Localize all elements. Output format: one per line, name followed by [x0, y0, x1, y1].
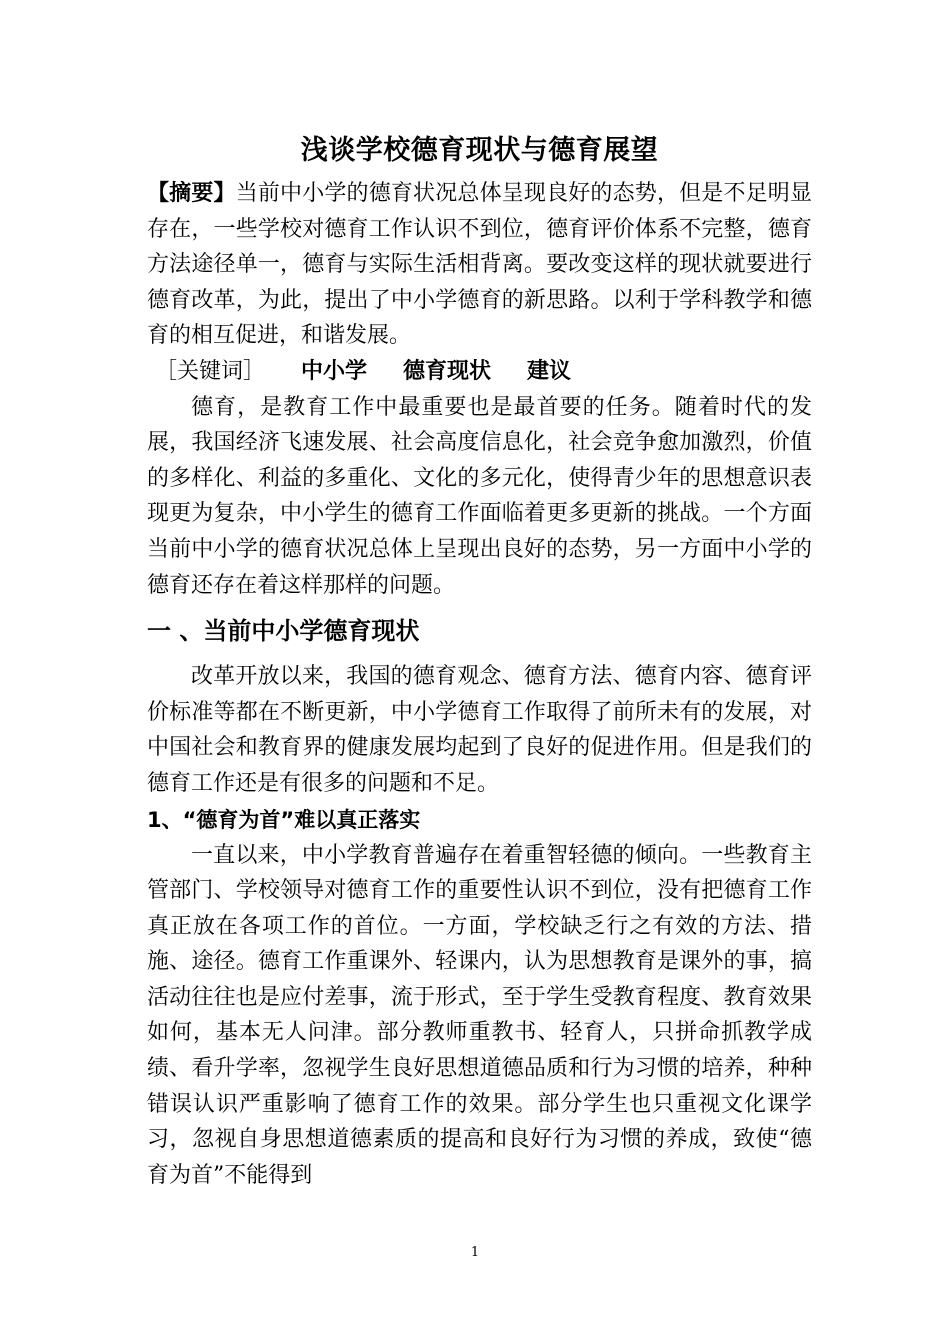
- page-number: 1: [470, 1245, 480, 1260]
- section-heading: 一 、当前中小学德育现状: [147, 617, 420, 646]
- abstract-label: 【摘要】: [147, 181, 236, 206]
- keyword-item: 建议: [527, 358, 572, 384]
- abstract-paragraph: [147, 176, 812, 354]
- abstract-text: 当前中小学的德育状况总体呈现良好的态势，但是不足明显存在，一些学校对德育工作认识不到位，德育评价体系不完整，德育方法途径单一，德育与实际生活相背离。要改变这样的现状就要进行德育改革，为此，提出了中小学德育的新思路。以利于学科教学和德育的相互促进，和谐发展。: [147, 181, 812, 349]
- subsection-heading: 1、“德育为首”难以真正落实: [147, 807, 421, 832]
- subsection-paragraph: 一直以来，中小学教育普遍存在着重智轻德的倾向。一些教育主管部门、学校领导对德育工作的重要性认识不到位，没有把德育工作真正放在各项工作的首位。一方面，学校缺乏行之有效的方法、措施、途径。德育工作重课外、轻课内，认为思想教育是课外的事，搞活动往往也是应付差事，流于形式，至于学生受教育程度、教育效果如何，基本无人问津。部分教师重教书、轻育人，只拼命抓教学成绩、看升学率，忽视学生良好思想道德品质和行为习惯的培养，种种错误认识严重影响了德育工作的效果。部分学生也只重视文化课学习，忽视自身思想道德素质的提高和良好行为习惯的养成，致使“德育为首”不能得到: [147, 842, 812, 1188]
- section-paragraph: 改革开放以来，我国的德育观念、德育方法、德育内容、德育评价标准等都在不断更新，中小学德育工作取得了前所未有的发展，对中国社会和教育界的健康发展均起到了良好的促进作用。但是我们的德育工作还是有很多的问题和不足。: [147, 664, 812, 796]
- document-title: 浅谈学校德育现状与德育展望: [300, 135, 659, 166]
- keyword-item: 中小学: [301, 358, 368, 384]
- keyword-item: 德育现状: [403, 358, 492, 384]
- intro-paragraph: 德育，是教育工作中最重要也是最首要的任务。随着时代的发展，我国经济飞速发展、社会高度信息化，社会竞争愈加激烈，价值的多样化、利益的多重化、文化的多元化，使得青少年的思想意识表现更为复杂，中小学生的德育工作面临着更多更新的挑战。一个方面当前中小学的德育状况总体上呈现出良好的态势，另一方面中小学的德育还存在着这样那样的问题。: [147, 394, 812, 598]
- keywords-line: [147, 354, 812, 390]
- keywords-label: ［关键词］: [155, 358, 266, 384]
- document-content: [147, 128, 812, 1193]
